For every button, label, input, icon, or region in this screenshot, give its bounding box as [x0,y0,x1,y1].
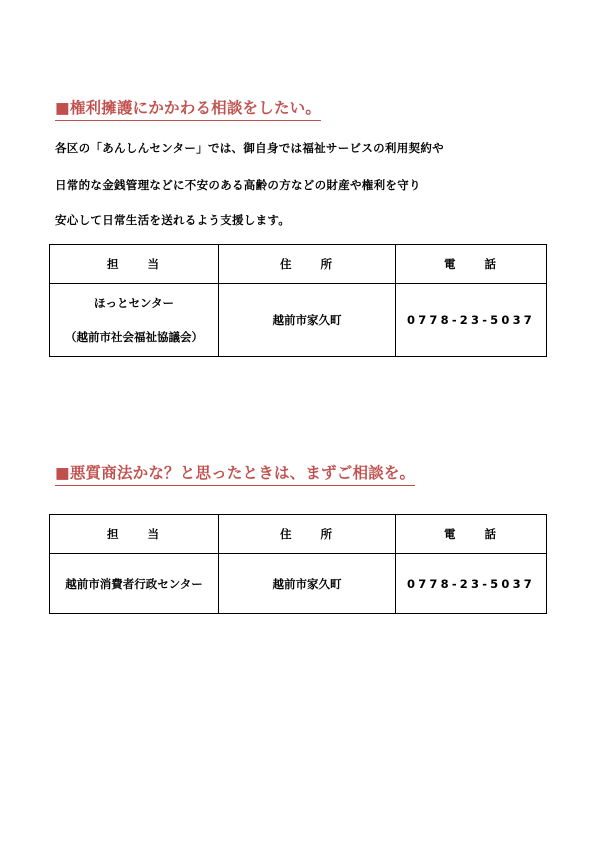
section2-contact-table [49,514,547,614]
header-address: 住 所 [219,245,396,284]
address-cell: 越前市家久町 [219,284,396,357]
address-cell: 越前市家久町 [219,554,396,614]
section1-paragraph-line-2: 日常的な金銭管理などに不安のある高齢の方などの財産や権利を守り [55,178,421,192]
office-name: ほっとセンター [93,296,175,310]
table-row [50,554,547,614]
office-sub: （越前市社会福祉協議会） [65,330,203,344]
table-row [50,284,547,357]
header-address: 住 所 [219,515,396,554]
phone-cell: 0778-23-5037 [396,554,547,614]
section1-contact-table [49,244,547,357]
section1-paragraph-line-1: 各区の「あんしんセンター」では、御自身では福祉サービスの利用契約や [55,141,444,155]
header-phone: 電 話 [396,515,547,554]
office-cell [50,284,219,357]
header-phone: 電 話 [396,245,547,284]
section1-title: ■権利擁護にかかわる相談をしたい。 [55,96,321,121]
header-person: 担 当 [50,245,219,284]
table-header-row [50,515,547,554]
phone-cell: 0778-23-5037 [396,284,547,357]
office-cell: 越前市消費者行政センター [50,554,219,614]
header-person: 担 当 [50,515,219,554]
section1-paragraph-line-3: 安心して日常生活を送れるよう支援します。 [55,213,291,227]
section2-title: ■悪質商法かな？と思ったときは、まずご相談を。 [55,461,415,486]
table-header-row [50,245,547,284]
